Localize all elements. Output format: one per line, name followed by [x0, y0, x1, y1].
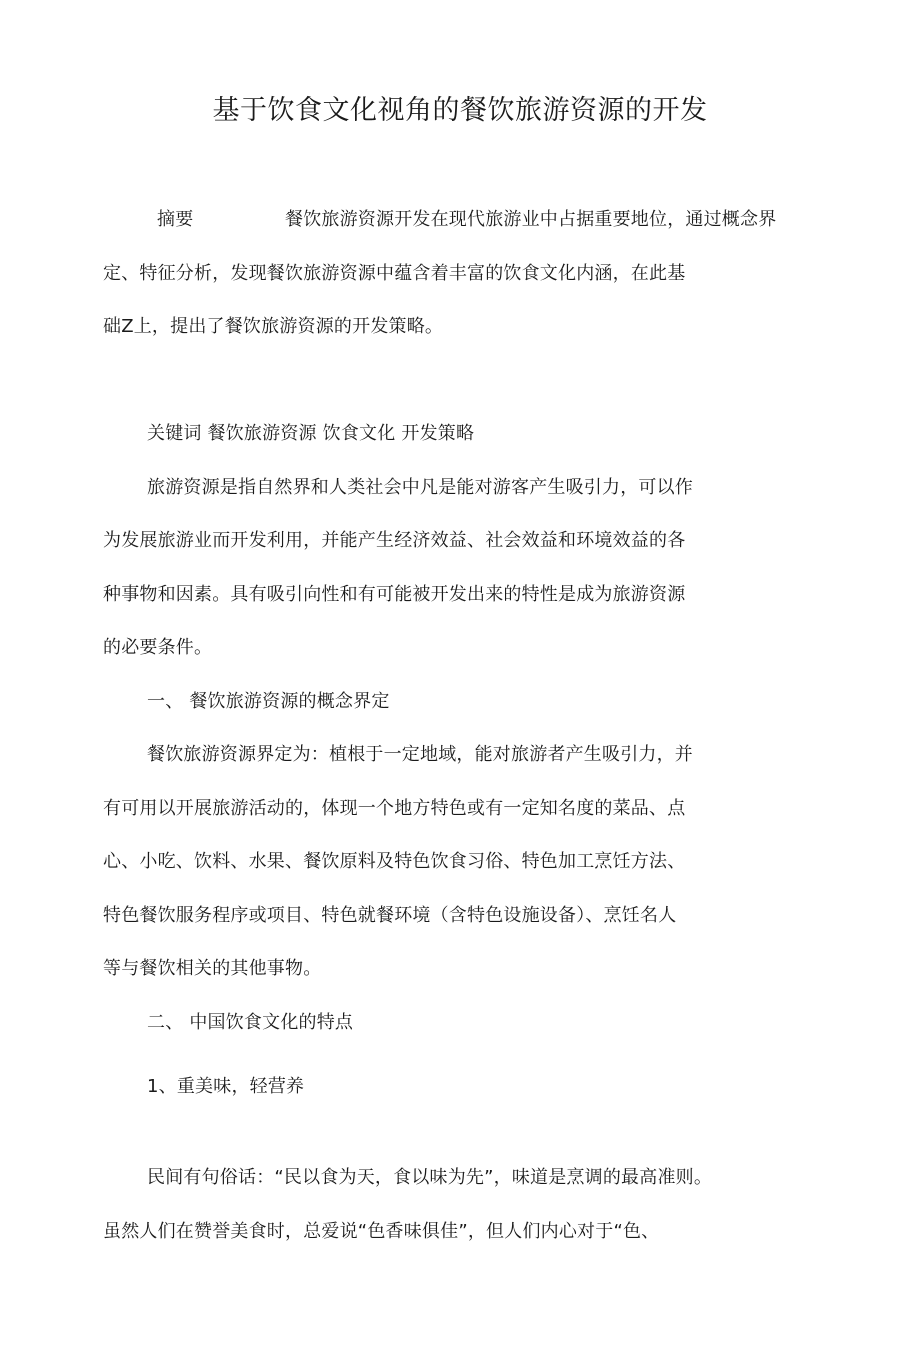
keywords-line: 关键词 餐饮旅游资源 饮食文化 开发策略 [147, 423, 475, 444]
intro-line-2: 为发展旅游业而开发利用，并能产生经济效益、社会效益和环境效益的各 [103, 530, 686, 551]
abstract-line-2: 定、特征分析，发现餐饮旅游资源中蕴含着丰富的饮食文化内涵，在此基 [103, 263, 686, 284]
section-1-line-3: 心、小吃、饮料、水果、餐饮原料及特色饮食习俗、特色加工烹饪方法、 [103, 851, 686, 872]
section-2-line-2: 虽然人们在赞誉美食时，总爱说“色香味俱佳”，但人们内心对于“色、 [103, 1221, 660, 1242]
section-1-line-1: 餐饮旅游资源界定为：植根于一定地域，能对旅游者产生吸引力，并 [147, 744, 693, 765]
intro-line-3: 种事物和因素。具有吸引向性和有可能被开发出来的特性是成为旅游资源 [103, 584, 686, 605]
section-1-line-4: 特色餐饮服务程序或项目、特色就餐环境（含特色设施设备）、烹饪名人 [103, 905, 677, 926]
intro-line-4: 的必要条件。 [103, 637, 213, 658]
section-2-heading: 二、 中国饮食文化的特点 [147, 1012, 354, 1033]
abstract-line-3: 础Z上，提出了餐饮旅游资源的开发策略。 [103, 316, 444, 337]
section-1-heading: 一、 餐饮旅游资源的概念界定 [147, 691, 390, 712]
abstract-line-1: 餐饮旅游资源开发在现代旅游业中占据重要地位，通过概念界 [285, 209, 777, 230]
document-title: 基于饮食文化视角的餐饮旅游资源的开发 [212, 95, 708, 126]
intro-line-1: 旅游资源是指自然界和人类社会中凡是能对游客产生吸引力，可以作 [147, 477, 693, 498]
section-2-line-1: 民间有句俗话：“民以食为天，食以味为先”，味道是烹调的最高准则。 [147, 1167, 713, 1188]
abstract-label: 摘要 [157, 209, 194, 230]
section-2-subheading-1: 1、重美味，轻营养 [147, 1076, 305, 1097]
section-1-line-2: 有可用以开展旅游活动的，体现一个地方特色或有一定知名度的菜品、点 [103, 798, 686, 819]
section-1-line-5: 等与餐饮相关的其他事物。 [103, 958, 322, 979]
